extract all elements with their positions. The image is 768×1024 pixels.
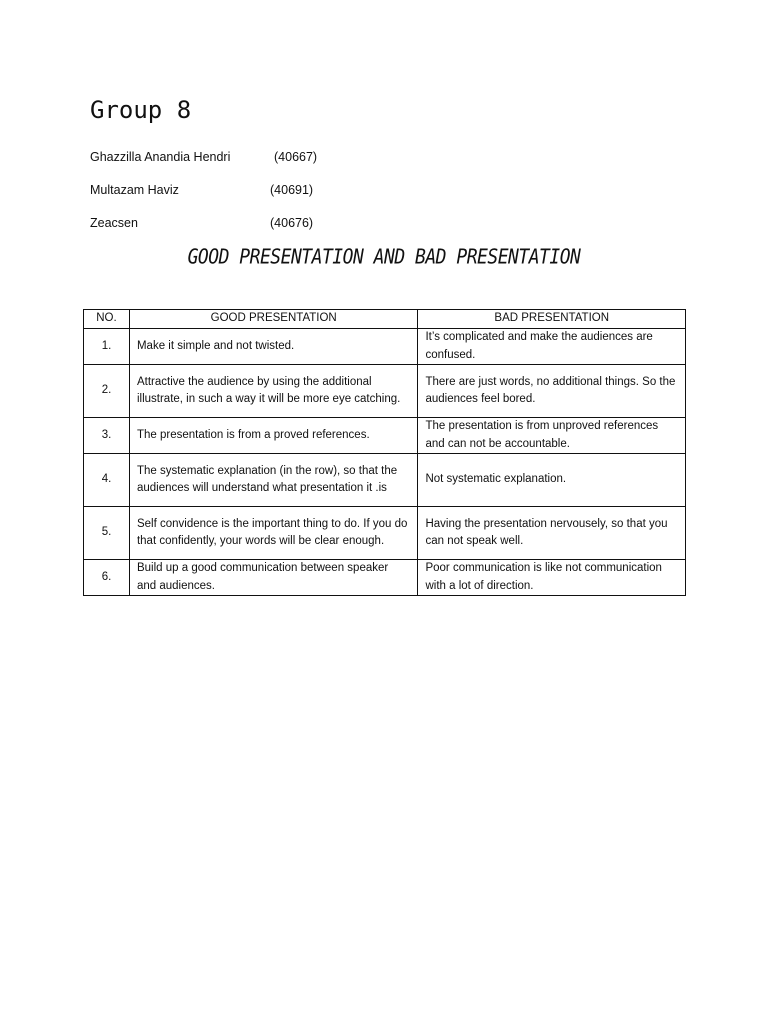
- member-name: Zeacsen: [90, 216, 138, 230]
- good-cell: Make it simple and not twisted.: [129, 329, 417, 365]
- bad-cell: Having the presentation nervousely, so that you can not speak well.: [418, 507, 686, 560]
- row-number: 3.: [84, 418, 130, 454]
- document-heading: GOOD PRESENTATION AND BAD PRESENTATION: [187, 245, 581, 270]
- page-title: Group 8: [90, 96, 192, 124]
- good-cell: Build up a good communication between speaker and audiences.: [129, 560, 417, 596]
- bad-cell: Not systematic explanation.: [418, 454, 686, 507]
- good-cell: Self convidence is the important thing to do. If you do that confidently, your words will be clear enough.: [129, 507, 417, 560]
- bad-cell: It’s complicated and make the audiences are confused.: [418, 329, 686, 365]
- header-good: GOOD PRESENTATION: [129, 310, 417, 329]
- header-no: NO.: [84, 310, 130, 329]
- row-number: 1.: [84, 329, 130, 365]
- good-cell: Attractive the audience by using the additional illustrate, in such a way it will be more eye catching.: [129, 365, 417, 418]
- table-row: [84, 418, 686, 454]
- row-number: 6.: [84, 560, 130, 596]
- row-number: 5.: [84, 507, 130, 560]
- row-number: 2.: [84, 365, 130, 418]
- bad-cell: The presentation is from unproved references and can not be accountable.: [418, 418, 686, 454]
- comparison-table: [83, 309, 686, 596]
- good-cell: The systematic explanation (in the row), so that the audiences will understand what presentation it .is: [129, 454, 417, 507]
- bad-cell: There are just words, no additional things. So the audiences feel bored.: [418, 365, 686, 418]
- bad-cell: Poor communication is like not communication with a lot of direction.: [418, 560, 686, 596]
- table-row: [84, 560, 686, 596]
- table-row: [84, 329, 686, 365]
- table-row: [84, 507, 686, 560]
- member-id: (40667): [274, 150, 318, 164]
- table-row: [84, 365, 686, 418]
- row-number: 4.: [84, 454, 130, 507]
- header-bad: BAD PRESENTATION: [418, 310, 686, 329]
- table-row: [84, 454, 686, 507]
- good-cell: The presentation is from a proved references.: [129, 418, 417, 454]
- table-header-row: [84, 310, 686, 329]
- member-id: (40691): [270, 183, 314, 197]
- member-id: (40676): [270, 216, 314, 230]
- member-name: Multazam Haviz: [90, 183, 179, 197]
- member-name: Ghazzilla Anandia Hendri: [90, 150, 231, 164]
